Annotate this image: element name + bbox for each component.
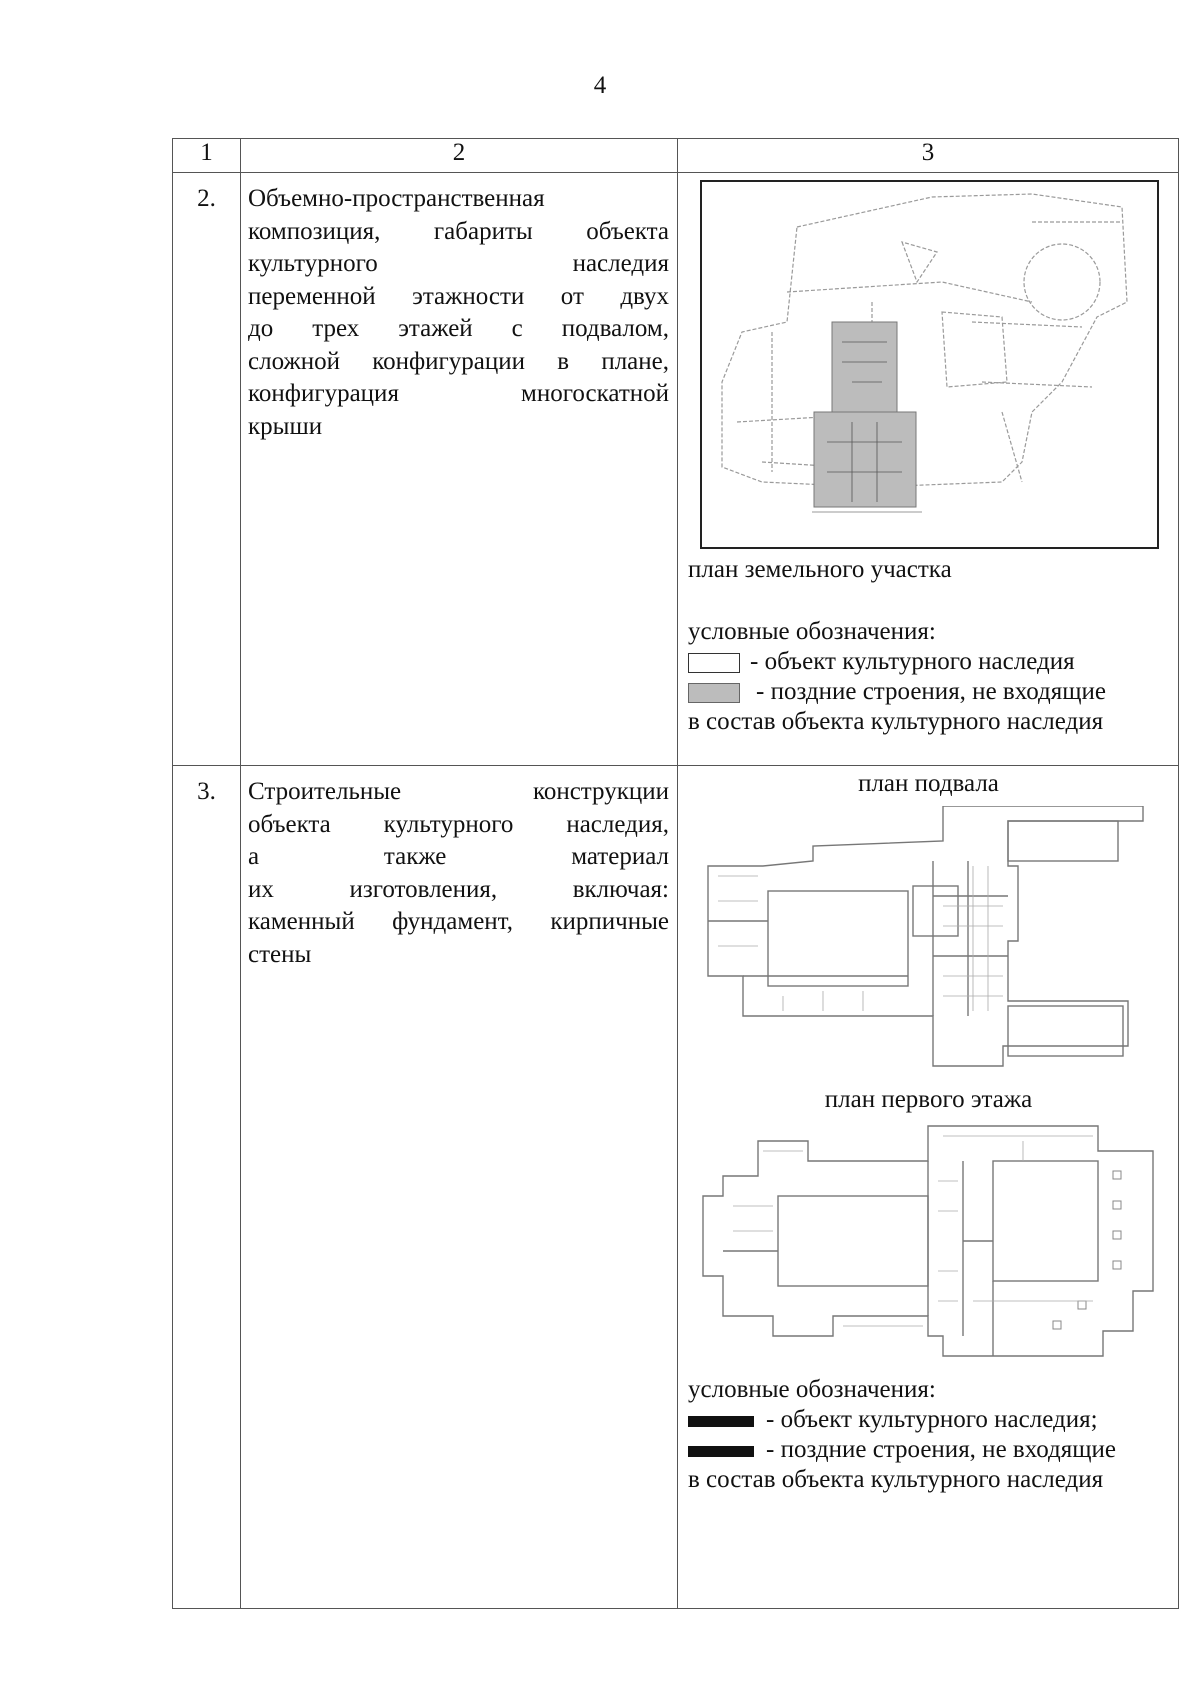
legend-item-late-buildings	[688, 1436, 1116, 1464]
site-plan-drawing	[702, 182, 1157, 547]
row-illustration	[678, 173, 1179, 766]
legend-item-label: - поздние строения, не входящие	[766, 1436, 1116, 1463]
row-illustration	[678, 766, 1179, 1609]
header-col-1: 1	[173, 139, 241, 173]
table-row	[173, 173, 1179, 766]
page-number: 4	[593, 72, 607, 99]
first-floor-plan-caption: план первого этажа	[824, 1086, 1033, 1113]
desc-line: конфигурация многоскатной	[248, 380, 669, 407]
desc-line: сложной конфигурации в плане,	[248, 347, 669, 375]
desc-line: культурного наследия	[248, 250, 669, 277]
objects-table	[172, 138, 1179, 1609]
legend-black-line	[688, 1446, 754, 1457]
site-plan-caption: план земельного участка	[688, 556, 952, 583]
row-description	[241, 173, 678, 766]
legend-item-heritage	[688, 1406, 1098, 1434]
site-plan-image	[700, 180, 1159, 549]
legend-white-swatch	[688, 653, 740, 673]
desc-line: Объемно-пространственная	[248, 185, 545, 212]
legend-item-heritage	[688, 648, 1075, 676]
legend-grey-swatch	[688, 683, 740, 703]
row-number: 3.	[173, 766, 241, 1609]
desc-line: переменной этажности от двух	[248, 282, 669, 310]
desc-line: объекта культурного наследия,	[248, 810, 669, 838]
table-row	[173, 766, 1179, 1609]
desc-line: а также материал	[248, 843, 669, 870]
desc-line: их изготовления, включая:	[248, 875, 669, 903]
first-floor-plan-drawing	[693, 1121, 1173, 1371]
table-header-row	[173, 139, 1179, 173]
row-description	[241, 766, 678, 1609]
legend-item-label: - объект культурного наследия;	[766, 1406, 1098, 1433]
legend-item-late-buildings	[688, 678, 1106, 706]
header-col-3: 3	[678, 139, 1179, 173]
desc-line: крыши	[248, 412, 323, 440]
desc-line: до трех этажей с подвалом,	[248, 315, 669, 342]
row-number: 2.	[173, 173, 241, 766]
header-col-2: 2	[241, 139, 678, 173]
desc-line: композиция, габариты объекта	[248, 217, 669, 245]
desc-line: Строительные конструкции	[248, 778, 669, 805]
legend-black-line	[688, 1416, 754, 1427]
legend-item-continuation: в состав объекта культурного наследия	[688, 708, 1104, 735]
legend-title: условные обозначения:	[688, 1376, 936, 1403]
basement-plan-drawing	[703, 806, 1168, 1076]
legend-title: условные обозначения:	[688, 618, 936, 645]
basement-plan-caption: план подвала	[858, 770, 999, 797]
legend-item-label: - поздние строения, не входящие	[756, 678, 1106, 705]
desc-line: каменный фундамент, кирпичные	[248, 908, 669, 935]
legend-item-continuation: в состав объекта культурного наследия	[688, 1466, 1104, 1493]
desc-line: стены	[248, 940, 312, 968]
legend-item-label: - объект культурного наследия	[750, 648, 1075, 675]
